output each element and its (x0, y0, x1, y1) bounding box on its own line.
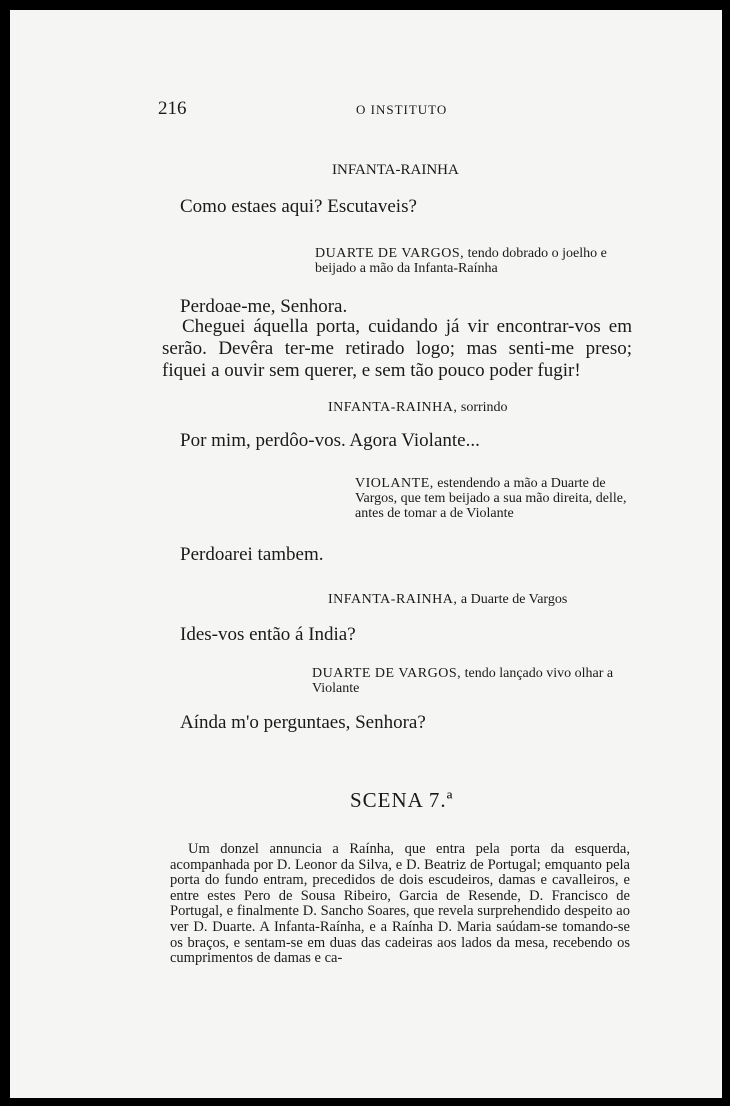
dialogue-line: Ides-vos então á India? (180, 624, 356, 645)
dialogue-line: Aínda m'o perguntaes, Senhora? (180, 712, 426, 733)
running-title: O INSTITUTO (356, 102, 448, 117)
stage-direction-text: estendendo a mão a Duarte de Vargos, que tem beijado a sua mão direita, delle, antes de tomar a de Violante (355, 476, 627, 521)
dialogue-line: Como estaes aqui? Escutaveis? (180, 196, 417, 217)
stage-direction (328, 400, 508, 415)
dialogue-paragraph: Cheguei áquella porta, cuidando já vir encontrar-vos em serão. Devêra ter-me retirado logo; mas senti-me preso; fiquei a ouvir sem querer, e sem tão pouco poder fugir! (162, 316, 632, 381)
page-number: 216 (158, 98, 187, 119)
dialogue-line: Perdoae-me, Senhora. (180, 296, 348, 317)
stage-direction-text: a Duarte de Vargos (460, 592, 568, 607)
dialogue-line: Perdoarei tambem. (180, 544, 324, 565)
stage-direction-name: VIOLANTE, (355, 476, 434, 491)
dialogue-line: Por mim, perdôo-vos. Agora Violante... (180, 430, 480, 451)
book-page (10, 10, 722, 1098)
stage-direction (355, 476, 631, 521)
stage-direction-text: tendo lançado vivo olhar a Violante (312, 666, 614, 696)
stage-direction (312, 666, 632, 696)
scene-heading: SCENA 7.ª (350, 788, 454, 812)
speaker-heading: INFANTA-RAINHA (332, 162, 459, 178)
stage-direction (315, 246, 631, 276)
stage-direction-name: DUARTE DE VARGOS, (312, 666, 462, 681)
stage-description: Um donzel annuncia a Raínha, que entra pela porta da esquerda, acompanhada por D. Leonor da Silva, e D. Beatriz de Portugal; emquanto pela porta do fundo entram, precedidos de dois escudeiros, damas e cavalleiros, e entre estes Pero de Sousa Ribeiro, Garcia de Resende, D. Francisco de Portugal, e finalmente D. Sancho Soares, que revela surprehendido despeito ao ver D. Duarte. A Infanta-Raínha, e a Raínha D. Maria saúdam-se tomando-se os braços, e sentam-se em duas das cadeiras aos lados da mesa, recebendo os cumprimentos de damas e ca- (170, 841, 630, 967)
stage-direction-name: INFANTA-RAINHA, (328, 592, 458, 607)
stage-direction-name: DUARTE DE VARGOS, (315, 246, 465, 261)
stage-direction-text: sorrindo (460, 400, 508, 415)
stage-direction-name: INFANTA-RAINHA, (328, 400, 458, 415)
stage-direction-text: tendo dobrado o joelho e beijado a mão da Infanta-Raínha (315, 246, 607, 276)
stage-direction (328, 592, 567, 607)
